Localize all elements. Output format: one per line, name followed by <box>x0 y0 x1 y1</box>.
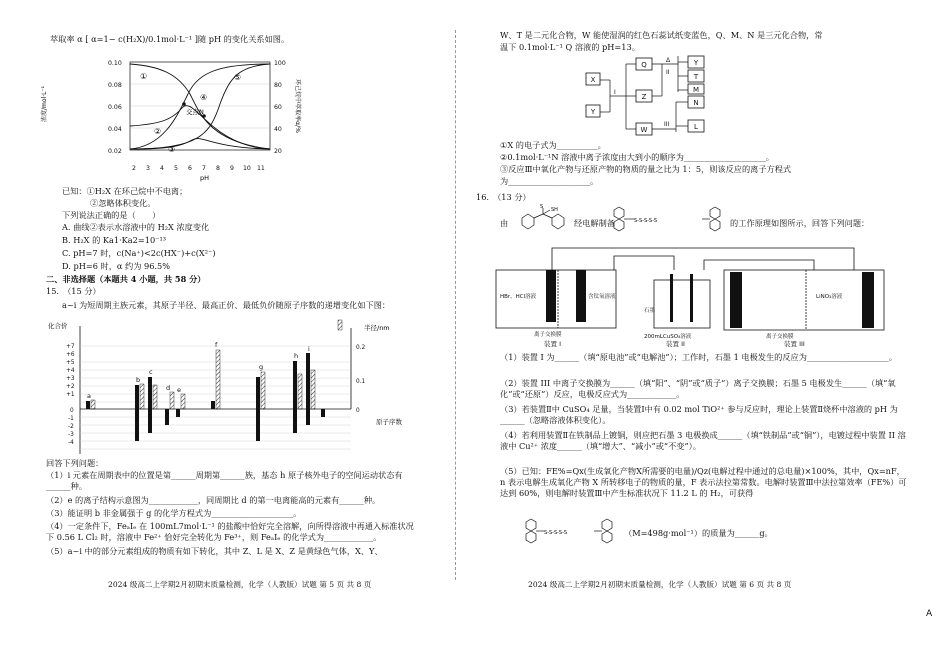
svg-text:2: 2 <box>132 165 136 172</box>
svg-text:10: 10 <box>243 165 251 172</box>
answer-2: （2）e 的离子结构示意图为____________，同周期比 d 的第一电离能高的元素有______种。 <box>46 495 381 505</box>
q16-item-1: （1）装置 I 为______（填“原电池”或“电解池”）；工作时，石墨 1 电极发生的反应为____________________。 <box>500 352 897 362</box>
intro-1: W、T 是二元化合物，W 能使湿润的红色石蕊试纸变蓝色，Q、M、N 是三元化合物，常 <box>500 30 823 40</box>
known-1: 已知：①H₂X 在环己烷中不电离； <box>62 186 188 196</box>
svg-text:11: 11 <box>257 165 265 172</box>
option-c: C. pH=7 时，c(Na⁺)<2c(HX⁻)+c(X²⁻) <box>62 248 216 258</box>
box-y-right: Y <box>693 59 699 67</box>
svg-text:20: 20 <box>274 148 282 155</box>
answer-3: （3）能证明 b 非金属强于 g 的化学方程式为____________________。 <box>46 508 302 518</box>
hbr-solution-label: HBr、HCl溶液 <box>500 294 537 300</box>
svg-text:4: 4 <box>160 165 164 172</box>
device-3-label: 装置 III <box>784 340 805 348</box>
svg-text:-2: -2 <box>68 424 74 430</box>
device-2-label: 装置 II <box>666 340 685 348</box>
membrane-label-1: 离子交换膜 <box>534 332 562 338</box>
membrane-label-2: 离子交换膜 <box>766 334 794 340</box>
intro-2: 温下 0.1mol·L⁻¹ Q 溶液的 pH=13。 <box>500 42 640 52</box>
svg-text:-1: -1 <box>68 416 74 422</box>
q16-item-4: （4）若利用装置Ⅱ在铁制品上镀铜，则应把石墨 3 电极换成______（填“铁制品”或“铜”），电镀过程中装置 II 溶液中 Cu²⁺ 浓度______（填“增大”、“减小”或“不变”）。 <box>500 430 906 452</box>
bar-letter-b: b <box>136 376 141 384</box>
y-right-label: 环己烷中萃取率α/% <box>294 79 301 133</box>
step-ii: II <box>666 69 670 76</box>
svg-text:S: S <box>540 204 544 210</box>
q15-desc: a~i 为短周期主族元素，其原子半径、最高正价、最低负价随原子序数的递增变化如下图： <box>62 300 391 310</box>
bar-letter-c: c <box>149 368 153 376</box>
step-delta: Δ <box>666 57 671 64</box>
box-x: X <box>590 76 596 84</box>
svg-text:3: 3 <box>146 165 150 172</box>
bar-letter-h: h <box>294 352 299 360</box>
svg-text:6: 6 <box>188 165 192 172</box>
answer-5: （5）a~i 中的部分元素组成的物质有如下转化，其中 Z、L 是 X、Z 是黄绿色气体，X、Y、 <box>46 546 383 556</box>
cuso4-label: 200mLCuSO₄溶液 <box>644 334 692 340</box>
question-stem: 下列说法正确的是（ ） <box>62 210 161 220</box>
q16-item-5: （5）已知：FE%=Qx(生成氧化产物X所需要的电量)/Qz(电解过程中通过的总电量)×100%，其中，Qx=nF，n 表示电解生成氧化产物 X 所转移电子的物质的量，F 表示法拉第常数。电解时装置Ⅲ中法拉第效率（FE%）可达到 60%，则电解时装置Ⅲ中产生标准状况下 11.2 L 的 H₂，可获得 <box>500 466 907 499</box>
x-axis-label: pH <box>200 174 210 182</box>
valence-radius-chart <box>46 316 436 456</box>
box-n: N <box>693 99 699 107</box>
lino3-label: LiNO₃溶液 <box>816 294 843 300</box>
bar-letter-g: g <box>259 363 264 371</box>
curve-label-2: ② <box>154 127 162 136</box>
curve-5 <box>130 64 270 149</box>
option-a: A. 曲线②表示水溶液中的 H₂X 浓度变化 <box>62 222 210 232</box>
q15-head: 15. （15 分） <box>46 286 101 296</box>
svg-text:0.10: 0.10 <box>108 60 122 67</box>
svg-text:S-S-S-S-S: S-S-S-S-S <box>634 218 658 224</box>
curve-label-4: ④ <box>200 93 208 102</box>
box-y-left: Y <box>590 108 596 116</box>
svg-text:+7: +7 <box>66 344 75 350</box>
sub-q2: ②0.1mol·L⁻¹N 溶液中离子浓度由大到小的顺序为____________________。 <box>500 152 774 162</box>
bar-letter-i: i <box>308 345 310 353</box>
q16-desc-c: 的工作原理如图所示，回答下列问题： <box>730 218 870 228</box>
intro-line: 萃取率 α [ α=1− c(H₂X)/0.1mol·L⁻¹ ]随 pH 的变化关系如图。 <box>50 34 290 44</box>
atomic-number-label: 原子序数 <box>376 418 402 426</box>
svg-text:9: 9 <box>230 165 234 172</box>
electrolysis-apparatus <box>494 240 894 348</box>
svg-text:80: 80 <box>274 82 282 89</box>
page-divider <box>455 30 456 580</box>
q16-desc-b: 经电解制备 <box>574 218 615 228</box>
svg-text:SH: SH <box>551 207 558 213</box>
svg-text:+6: +6 <box>66 352 75 358</box>
concentration-chart <box>41 54 301 184</box>
y-left-label: 浓度/mol·L⁻¹ <box>41 85 48 123</box>
svg-text:100: 100 <box>274 60 286 67</box>
q16-desc-a: 由 <box>500 218 509 228</box>
bar-letter-a: a <box>87 392 91 400</box>
product-molecule-icon <box>522 516 622 548</box>
box-t: T <box>693 73 699 81</box>
box-l: L <box>694 123 698 131</box>
box-w: W <box>640 126 648 134</box>
intersection-label: 交点N <box>186 108 204 116</box>
conversion-flow-diagram <box>582 54 742 138</box>
curve-label-5: ⑤ <box>234 73 242 82</box>
graphite-label-1: 石墨 <box>644 308 656 314</box>
device-1-label: 装置 I <box>544 340 561 348</box>
svg-text:40: 40 <box>274 126 282 133</box>
svg-text:0.06: 0.06 <box>108 104 122 111</box>
q16-item-3: （3）若装置Ⅱ中 CuSO₄ 足量，当装置Ⅰ中有 0.02 mol TiO²⁺ 参与反应时，理论上装置Ⅱ烧杯中溶液的 pH 为______（忽略溶液体积变化）。 <box>500 404 898 426</box>
svg-text:+4: +4 <box>66 368 75 374</box>
svg-text:0: 0 <box>356 408 360 414</box>
svg-text:-3: -3 <box>68 432 74 438</box>
svg-text:60: 60 <box>274 104 282 111</box>
curve-label-3: ③ <box>168 145 176 154</box>
bar-letter-e: e <box>177 386 181 394</box>
box-z: Z <box>641 93 647 101</box>
option-b: B. H₂X 的 Ka1·Ka2=10⁻¹³ <box>62 235 167 245</box>
svg-text:+2: +2 <box>66 384 75 390</box>
svg-text:0.08: 0.08 <box>108 82 122 89</box>
q16-item-6: （M=498g·mol⁻¹）的质量为______g。 <box>624 528 773 538</box>
sub-q3b: 为____________________。 <box>500 176 599 186</box>
curve-3 <box>130 139 270 149</box>
step-iii: III <box>664 121 670 128</box>
svg-text:0.04: 0.04 <box>108 126 122 133</box>
answer-1: （1）i 元素在周期表中的位置是第______周期第______族，基态 h 原子核外电子的空间运动状态有______种。 <box>46 470 403 492</box>
right-footer: 2024 级高二上学期2月初期末质量检测，化学（人教版）试题 第 6 页 共 8 页 <box>528 579 792 589</box>
radius-label: 半径/nm <box>364 324 390 332</box>
svg-text:0.02: 0.02 <box>108 148 122 155</box>
thiol-molecule-icon <box>514 204 574 234</box>
svg-text:5: 5 <box>174 165 178 172</box>
box-q: Q <box>641 61 647 69</box>
svg-text:+3: +3 <box>66 376 75 382</box>
bar-letter-f: f <box>215 341 218 349</box>
svg-text:+1: +1 <box>66 392 75 398</box>
svg-text:0.2: 0.2 <box>356 345 366 351</box>
svg-text:+5: +5 <box>66 360 75 366</box>
curve-label-1: ① <box>140 72 148 81</box>
left-page <box>0 0 460 646</box>
valence-label: 化合价 <box>48 322 68 330</box>
box-m: M <box>692 86 700 94</box>
svg-text:0: 0 <box>70 408 74 414</box>
left-footer: 2024 级高二上学期2月初期末质量检测，化学（人教版）试题 第 5 页 共 8 页 <box>108 579 372 589</box>
polysulfide-molecule-icon <box>610 204 730 234</box>
option-d: D. pH=6 时，α 约为 96.5% <box>62 261 171 271</box>
svg-text:-4: -4 <box>68 440 74 446</box>
q16-item-2: （2）装置 III 中离子交换膜为______（填“阳”、“阴”或“质子”）离子交换膜；石墨 5 电极发生______（填“氧化”或“还原”）反应，电极反应式为____________。 <box>500 378 896 400</box>
answer-head: 回答下列问题： <box>46 458 104 468</box>
step-i: I <box>614 89 616 96</box>
section-title: 二、非选择题（本题共 4 小题，共 58 分） <box>46 274 206 284</box>
answer-4: （4）一定条件下，FeₐIₑ 在 100mL7mol·L⁻¹ 的盐酸中恰好完全溶解，向所得溶液中再通入标准状况下 0.56 L Cl₂ 时，溶液中 Fe²⁺ 恰好完全转化为 Fe³⁺，则 FeₐIₑ 的化学式为____________。 <box>46 521 414 543</box>
bar-letter-d: d <box>166 384 171 392</box>
svg-text:0.1: 0.1 <box>356 379 366 385</box>
sub-q1: ①X 的电子式为__________。 <box>500 140 606 150</box>
svg-text:8: 8 <box>216 165 220 172</box>
svg-text:S-S-S-S-S: S-S-S-S-S <box>544 530 568 536</box>
right-page <box>462 0 950 646</box>
tio-solution-label: 含钛氧溶液 <box>588 294 616 300</box>
corner-mark: A <box>926 609 933 619</box>
q16-head: 16. （13 分） <box>476 192 531 202</box>
sub-q3a: ③反应Ⅲ中氧化产物与还原产物的物质的量之比为 1：5，则该反应的离子方程式 <box>500 164 792 174</box>
svg-text:7: 7 <box>202 165 206 172</box>
known-2: ②忽略体积变化。 <box>90 198 156 208</box>
